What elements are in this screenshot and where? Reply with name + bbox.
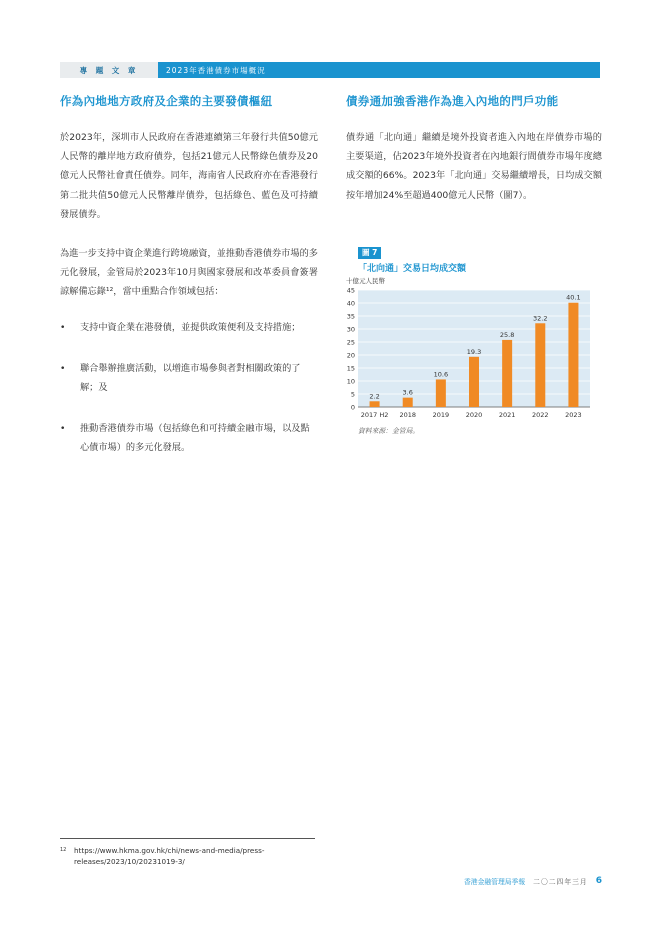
section-header: [60, 62, 600, 78]
bar: [469, 357, 479, 407]
data-label: 3.6: [402, 388, 413, 397]
right-heading: 債券通加強香港作為進入內地的門戶功能: [346, 94, 559, 108]
x-tick-label: 2019: [432, 411, 450, 419]
bullet-marker: •: [60, 321, 66, 333]
page-number: 6: [595, 876, 602, 886]
data-label: 40.1: [566, 293, 581, 302]
x-tick-label: 2022: [532, 411, 549, 419]
footnote-number: 12: [60, 847, 67, 853]
y-tick-label: 5: [350, 390, 355, 399]
y-tick-label: 20: [346, 351, 355, 360]
y-tick-label: 15: [346, 364, 355, 373]
figure-title: 「北向通」交易日均成交額: [358, 264, 467, 274]
article-topic: 2023年香港債券市場概況: [158, 62, 600, 78]
data-label: 19.3: [466, 347, 482, 356]
y-tick-label: 0: [350, 403, 355, 412]
data-label: 2.2: [369, 392, 380, 401]
left-paragraph-1: 於2023年，深圳市人民政府在香港連續第三年發行共值50億元人民幣的離岸地方政府債券，包括21億元人民幣綠色債券及20億元人民幣社會責任債券。同年，海南省人民政府亦在香港發行第二批共值50億元人民幣離岸債券，包括綠色、藍色及可持續發展債券。: [60, 132, 318, 220]
figure-7: [346, 240, 602, 435]
bar: [502, 340, 512, 407]
bar: [535, 323, 545, 407]
figure-tag: 圖 7: [358, 247, 381, 259]
figure-source: 資料來源：金管局。: [358, 427, 420, 435]
bar: [370, 401, 380, 407]
footnote: [60, 845, 322, 867]
footnote-divider: [60, 838, 315, 839]
y-tick-label: 35: [346, 312, 355, 321]
bar: [436, 379, 446, 407]
left-heading: 作為內地地方政府及企業的主要發債樞紐: [60, 94, 273, 108]
left-column: [60, 90, 318, 480]
x-tick-label: 2017 H2: [360, 411, 389, 419]
page-footer: [420, 876, 602, 886]
y-tick-label: 10: [346, 377, 355, 386]
x-tick-label: 2023: [565, 411, 582, 419]
list-item: • 推動香港債券市場（包括綠色和可持續金融市場，以及點心債市場）的多元化發展。: [60, 419, 318, 457]
footnote-link[interactable]: https://www.hkma.gov.hk/chi/news-and-media/press-releases/2023/10/20231019-3/: [74, 846, 265, 866]
x-tick-label: 2021: [498, 411, 516, 419]
y-tick-label: 25: [346, 338, 355, 347]
bullet-marker: •: [60, 362, 66, 374]
list-item: • 支持中資企業在港發債，並提供政策便利及支持措施；: [60, 318, 318, 337]
chart-unit-label: 十億元人民幣: [346, 277, 385, 285]
data-label: 32.2: [533, 314, 548, 323]
bar-chart: [346, 284, 602, 424]
data-label: 25.8: [499, 330, 515, 339]
bar: [568, 303, 578, 407]
y-tick-label: 45: [346, 286, 355, 295]
publication-name: 香港金融管理局季報: [463, 878, 526, 886]
left-paragraph-2: 為進一步支持中資企業進行跨境融資，並推動香港債券市場的多元化發展，金管局於2023年10月與國家發展和改革委員會簽署諒解備忘錄¹²，當中重點合作領域包括：: [60, 248, 318, 298]
x-tick-label: 2020: [465, 411, 483, 419]
x-tick-label: 2018: [399, 411, 416, 419]
y-tick-label: 30: [346, 325, 355, 334]
list-item: • 聯合舉辦推廣活動，以增進市場參與者對相關政策的了解；及: [60, 359, 318, 397]
cooperation-list: [60, 318, 318, 458]
bullet-marker: •: [60, 423, 66, 435]
issue-date: 二〇二四年三月: [533, 878, 588, 886]
right-column: [346, 90, 602, 205]
y-tick-label: 40: [346, 299, 355, 308]
data-label: 10.6: [433, 370, 449, 379]
section-label: 專 題 文 章: [60, 62, 158, 78]
bar: [403, 398, 413, 407]
right-paragraph-1: 債券通「北向通」繼續是境外投資者進入內地在岸債券市場的主要渠道，佔2023年境外投資者在內地銀行間債券市場年度總成交額的66%。2023年「北向通」交易繼續增長，日均成交額按年增加24%至超過400億元人民幣（圖7）。: [346, 132, 602, 201]
